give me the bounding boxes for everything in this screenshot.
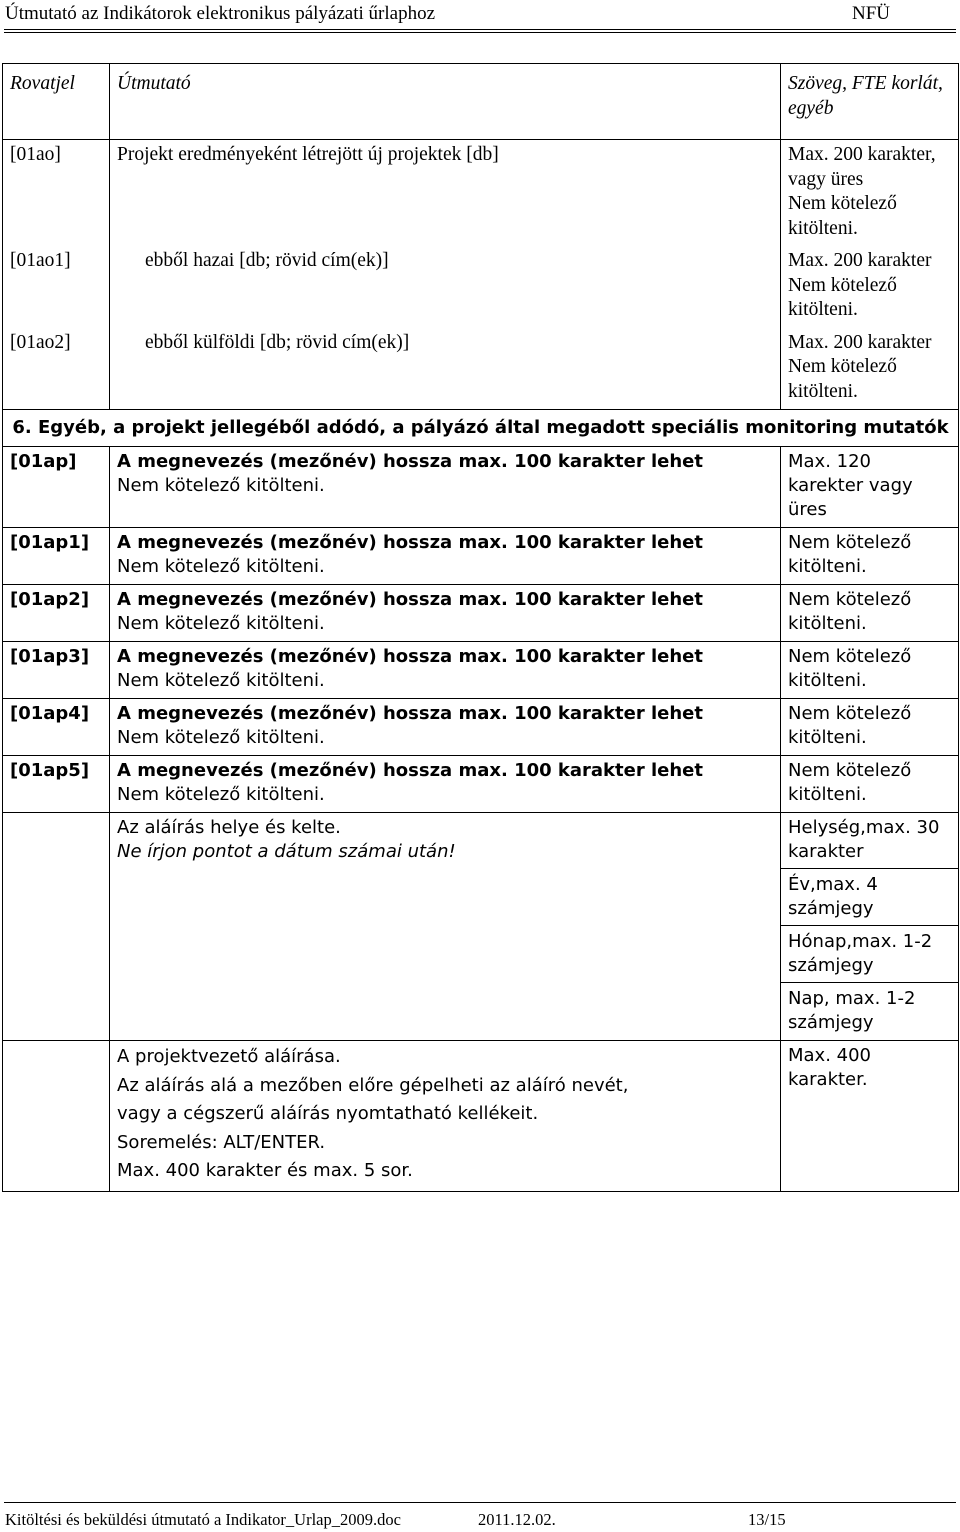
signature-leader-line3: vagy a cégszerű aláírás nyomtatható kellékeit. [117,1103,539,1124]
limit-text: Max. 120 karekter vagy üres [788,451,913,520]
row-guide-note: Nem kötelező kitölteni. [117,784,325,805]
footer-filename: Kitöltési és beküldési útmutató a Indikator_Urlap_2009.doc [5,1510,401,1529]
section-row [3,410,959,447]
footer-rule [4,1502,956,1503]
signature-leader-row [3,1041,959,1192]
limit-note: Nem kötelező kitölteni. [788,356,897,402]
limit-text: Nem kötelező kitölteni. [788,532,912,577]
row-limit [781,447,959,528]
row-guide [110,585,781,642]
col-header-limit: Szöveg, FTE korlát, egyéb [781,64,959,140]
row-guide-text: A megnevezés (mezőnév) hossza max. 100 karakter lehet [117,760,703,781]
row-limit [781,699,959,756]
signature-leader-line4: Soremelés: ALT/ENTER. [117,1131,326,1153]
limit-year: Év,max. 4 számjegy [781,868,958,921]
row-guide-text: A megnevezés (mezőnév) hossza max. 100 karakter lehet [117,703,703,724]
row-guide-note: Nem kötelező kitölteni. [117,475,325,496]
limit-text: Max. 200 karakter [788,331,932,353]
signature-leader-limit [781,1041,959,1192]
row-code: [01ap1] [3,528,110,585]
signature-place-line1: Az aláírás helye és kelte. [117,817,341,838]
table-header-row [3,64,959,140]
limit-text: Nem kötelező kitölteni. [788,589,912,634]
limit-note: Nem kötelező kitölteni. [788,274,897,320]
row-guide-text: ebből hazai [db; rövid cím(ek)] [145,250,389,271]
row-code: [01ap3] [3,642,110,699]
header-title: Útmutató az Indikátorok elektronikus pályázati űrlaphoz [5,3,435,24]
row-limit [781,246,959,328]
limit-text: Nem kötelező kitölteni. [788,760,912,805]
row-guide [110,528,781,585]
table-row [3,528,959,585]
limit-text: Max. 200 karakter [788,250,932,271]
row-guide [110,328,781,410]
header-rule [4,29,956,30]
row-guide [110,756,781,813]
guide-table [2,63,959,1192]
table-row [3,585,959,642]
row-code: [01ao] [3,140,110,247]
row-guide-text: A megnevezés (mezőnév) hossza max. 100 karakter lehet [117,589,703,610]
col-header-guide: Útmutató [110,64,781,140]
row-code: [01ap2] [3,585,110,642]
row-guide [110,140,781,247]
row-guide-text: A megnevezés (mezőnév) hossza max. 100 karakter lehet [117,451,703,472]
limit-note: Nem kötelező kitölteni. [788,193,897,239]
row-guide-text: ebből külföldi [db; rövid cím(ek)] [145,331,410,353]
row-code: [01ap5] [3,756,110,813]
signature-place-line2: Ne írjon pontot a dátum számai után! [117,841,456,862]
row-code: [01ao1] [3,246,110,328]
limit-text: Max. 400 karakter. [788,1045,872,1090]
row-code: [01ap] [3,447,110,528]
table-row [3,699,959,756]
footer-date: 2011.12.02. [478,1510,556,1529]
signature-leader-line1: A projektvezető aláírása. [117,1046,341,1067]
row-limit [781,528,959,585]
row-guide-text: Projekt eredményeként létrejött új projektek [db] [117,144,499,165]
row-guide-note: Nem kötelező kitölteni. [117,613,325,634]
row-guide [110,246,781,328]
section-title: 6. Egyéb, a projekt jellegéből adódó, a pályázó által megadott speciális monitoring mutatók [3,410,959,447]
table-row [3,328,959,410]
row-guide-text: A megnevezés (mezőnév) hossza max. 100 karakter lehet [117,532,703,553]
row-guide-note: Nem kötelező kitölteni. [117,670,325,691]
table-row [3,246,959,328]
row-guide [110,642,781,699]
header-rule-double [4,32,956,33]
limit-text: Max. 200 karakter, vagy üres [788,144,936,190]
signature-place-row [3,813,959,1041]
empty-code-cell [3,1041,110,1192]
limit-month: Hónap,max. 1-2 számjegy [781,925,958,978]
row-guide-note: Nem kötelező kitölteni. [117,727,325,748]
row-guide [110,447,781,528]
signature-place-limits [781,813,959,1041]
col-header-code: Rovatjel [3,64,110,140]
limit-text: Nem kötelező kitölteni. [788,646,912,691]
row-limit [781,642,959,699]
header-org: NFÜ [851,3,890,24]
signature-leader-guide [110,1041,781,1192]
row-code: [01ap4] [3,699,110,756]
footer-page-number: 13/15 [748,1510,786,1529]
row-limit [781,585,959,642]
row-guide-note: Nem kötelező kitölteni. [117,556,325,577]
limit-city: Helység,max. 30 karakter [788,817,940,862]
signature-leader-line5: Max. 400 karakter és max. 5 sor. [117,1160,413,1181]
page-header [0,0,960,30]
row-limit [781,140,959,247]
row-guide-text: A megnevezés (mezőnév) hossza max. 100 karakter lehet [117,646,703,667]
table-row [3,140,959,247]
limit-text: Nem kötelező kitölteni. [788,703,912,748]
row-limit [781,756,959,813]
page-footer [0,1508,960,1532]
row-guide [110,699,781,756]
signature-leader-line2: Az aláírás alá a mezőben előre gépelheti az aláíró nevét, [117,1074,629,1096]
row-code: [01ao2] [3,328,110,410]
table-row [3,756,959,813]
limit-day: Nap, max. 1-2 számjegy [781,982,958,1035]
signature-place-guide [110,813,781,1041]
table-row [3,447,959,528]
table-row [3,642,959,699]
empty-code-cell [3,813,110,1041]
row-limit [781,328,959,410]
